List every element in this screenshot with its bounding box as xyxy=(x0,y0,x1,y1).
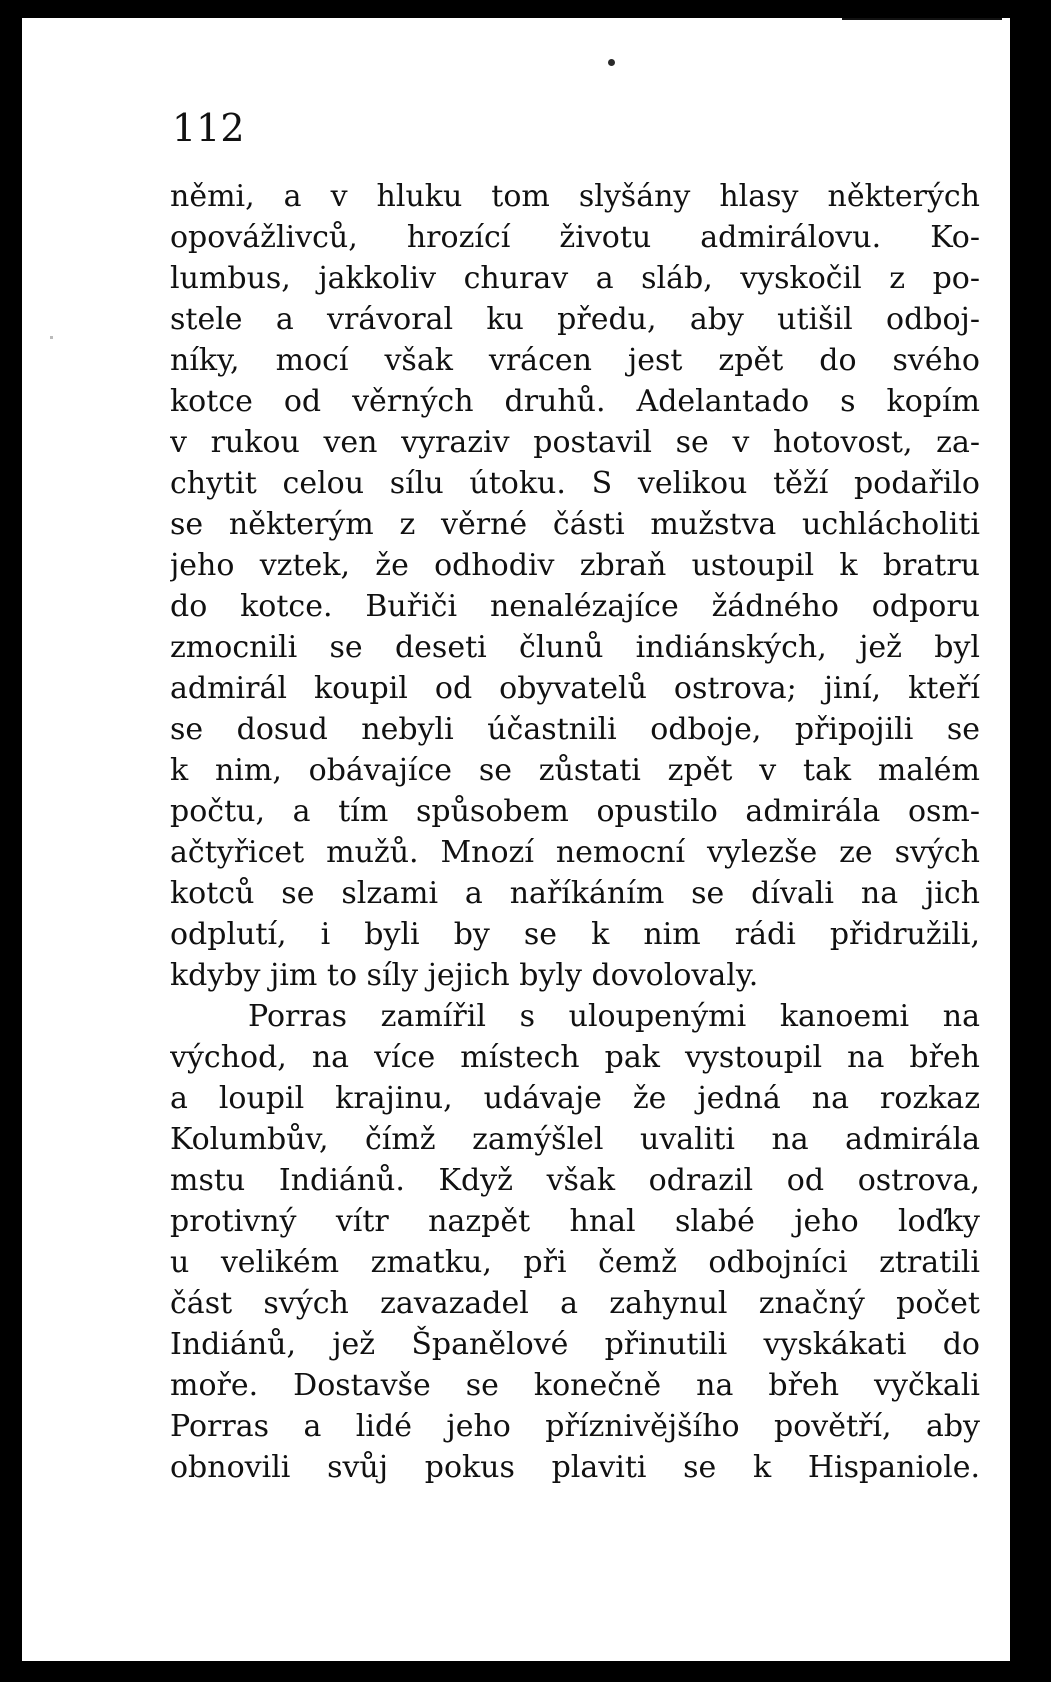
text-line: níky, mocí však vrácen jest zpět do svého xyxy=(170,343,980,378)
text-line: moře. Dostavše se konečně na břeh vyčkali xyxy=(170,1368,980,1403)
text-line: zmocnili se deseti člunů indiánských, jež byl xyxy=(170,630,980,665)
top-edge-rule xyxy=(842,18,1002,20)
text-line: admirál koupil od obyvatelů ostrova; jiní, kteří xyxy=(170,671,980,706)
text-line: chytit celou sílu útoku. S velikou těží podařilo xyxy=(170,466,980,501)
text-line-paragraph-end: kdyby jim to síly jejich byly dovolovaly. xyxy=(170,958,759,993)
text-line: odplutí, i byli by se k nim rádi přidružili, xyxy=(170,917,980,952)
text-line-paragraph-start: Porras zamířil s uloupenými kanoemi na xyxy=(248,999,980,1034)
text-line: obnovili svůj pokus plaviti se k Hispaniole. xyxy=(170,1450,980,1485)
text-line: část svých zavazadel a zahynul značný počet xyxy=(170,1286,980,1321)
text-line: lumbus, jakkoliv churav a sláb, vyskočil z po- xyxy=(170,261,980,296)
text-line: a loupil krajinu, udávaje že jedná na rozkaz xyxy=(170,1081,980,1116)
text-line: mstu Indiánů. Když však odrazil od ostrova, xyxy=(170,1163,980,1198)
text-line: Kolumbův, čímž zamýšlel uvaliti na admirála xyxy=(170,1122,980,1157)
text-line: počtu, a tím spůsobem opustilo admirála osm- xyxy=(170,794,980,829)
text-line: se některým z věrné části mužstva uchlácholiti xyxy=(170,507,980,542)
text-line: jeho vztek, že odhodiv zbraň ustoupil k bratru xyxy=(170,548,980,583)
text-line: němi, a v hluku tom slyšány hlasy některých xyxy=(170,179,980,214)
text-line: k nim, obávajíce se zůstati zpět v tak malém xyxy=(170,753,980,788)
text-line: Indiánů, jež Španělové přinutili vyskákati do xyxy=(170,1327,980,1362)
text-line: u velikém zmatku, při čemž odbojníci ztratili xyxy=(170,1245,980,1280)
ink-dot xyxy=(608,59,615,66)
text-line: kotců se slzami a naříkáním se dívali na jich xyxy=(170,876,980,911)
text-line: protivný vítr nazpět hnal slabé jeho loďky xyxy=(170,1204,980,1239)
text-line: do kotce. Buřiči nenalézajíce žádného odporu xyxy=(170,589,980,624)
text-line: ačtyřicet mužů. Mnozí nemocní vylezše ze svých xyxy=(170,835,980,870)
text-line: se dosud nebyli účastnili odboje, připojili se xyxy=(170,712,980,747)
body-text xyxy=(170,176,980,1488)
text-line: v rukou ven vyraziv postavil se v hotovost, za- xyxy=(170,425,980,460)
page-number: 112 xyxy=(172,106,245,150)
text-line: Porras a lidé jeho příznivějšího povětří, aby xyxy=(170,1409,980,1444)
text-line: východ, na více místech pak vystoupil na břeh xyxy=(170,1040,980,1075)
text-line: stele a vrávoral ku předu, aby utišil odboj- xyxy=(170,302,980,337)
paper-speck xyxy=(50,336,53,339)
text-line: kotce od věrných druhů. Adelantado s kopím xyxy=(170,384,980,419)
text-line: opovážlivců, hrozící životu admirálovu. Ko- xyxy=(170,220,980,255)
book-page xyxy=(22,18,1010,1661)
